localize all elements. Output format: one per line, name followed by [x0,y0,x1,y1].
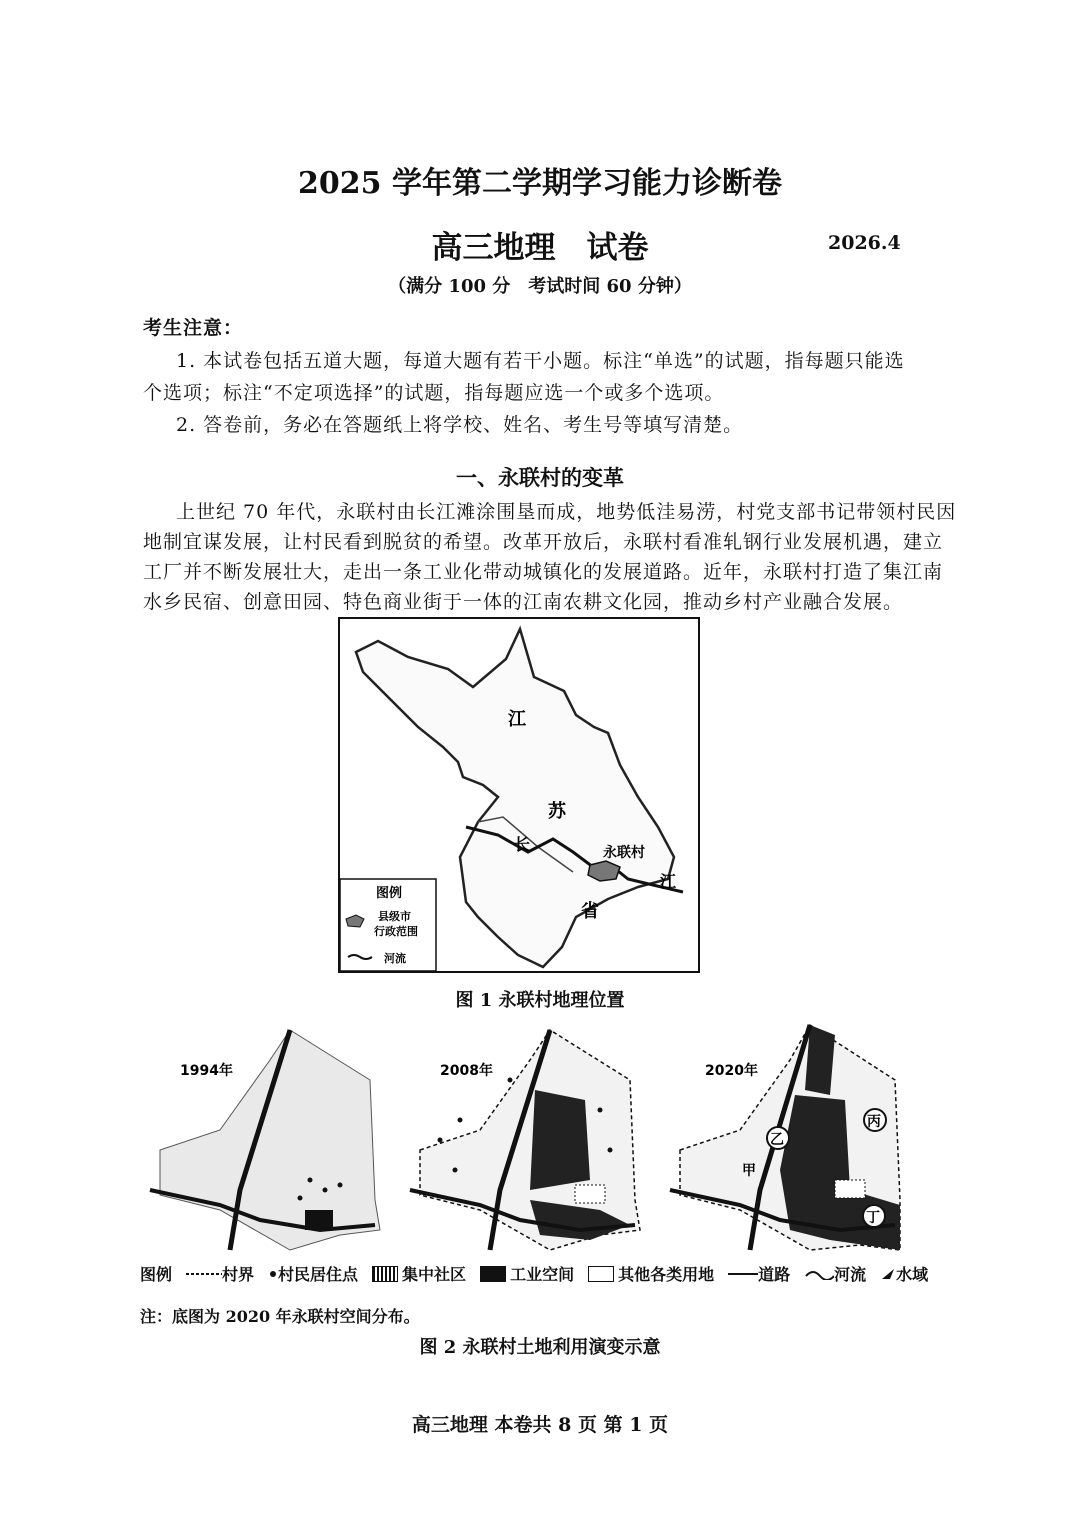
map-label-jiang: 江 [508,709,526,730]
road-swatch [728,1269,758,1279]
water-swatch [880,1267,896,1281]
river-swatch [804,1268,834,1280]
map-year-1994: 1994年 [180,1063,233,1079]
figure-1-caption: 图 1 永联村地理位置 [455,990,625,1011]
figure-2-note: 注：底图为 2020 年永联村空间分布。 [140,1307,420,1326]
legend-community: 集中社区 [402,1265,467,1284]
legend-industrial: 工业空间 [510,1265,575,1284]
map-year-2020: 2020年 [705,1063,758,1079]
marker-ding: 丁 [866,1210,880,1226]
legend-label: 图例 [140,1265,173,1284]
marker-jia: 甲 [742,1163,756,1179]
boundary-swatch [186,1269,222,1279]
map-year-2008: 2008年 [440,1063,493,1079]
figure-2-legend [140,1262,942,1285]
exam-meta: （满分 100 分 考试时间 60 分钟） [388,276,692,297]
note-item-2: 2. 答卷前，务必在答题纸上将学校、姓名、考生号等填写清楚。 [176,414,744,436]
community-swatch [372,1266,398,1282]
section-title: 一、永联村的变革 [456,465,624,490]
map-panel-2008 [410,1030,640,1250]
note-item-1-cont: 个选项；标注“不定项选择”的试题，指每题应选一个或多个选项。 [143,382,725,404]
map-label-jiang-2: 江 [660,872,677,891]
marker-bing: 丙 [867,1114,881,1130]
map-panel-2020 [670,1025,900,1250]
map-legend-title: 图例 [376,886,403,901]
figure-1-map [338,617,700,973]
exam-title: 2025 学年第二学期学习能力诊断卷 [298,166,782,201]
figure-2-maps [140,1020,920,1260]
map-legend-item-2: 河流 [384,952,406,965]
map-label-sheng: 省 [581,901,599,922]
legend-river: 河流 [834,1265,867,1284]
section-para-line-1: 上世纪 70 年代，永联村由长江滩涂围垦而成，地势低洼易涝，村党支部书记带领村民因 [176,501,957,523]
legend-other: 其他各类用地 [618,1265,715,1284]
marker-yi: 乙 [770,1132,784,1148]
legend-road: 道路 [758,1265,791,1284]
legend-boundary: 村界 [222,1265,255,1284]
section-para-line-2: 地制宜谋发展，让村民看到脱贫的希望。改革开放后，永联村看准轧钢行业发展机遇，建立 [143,531,944,553]
industrial-swatch [480,1266,506,1282]
page-footer: 高三地理 本卷共 8 页 第 1 页 [411,1414,669,1436]
map-label-su: 苏 [548,801,566,822]
other-land-swatch [588,1266,614,1282]
map-legend-item-1b: 行政范围 [374,925,418,938]
exam-date: 2026.4 [828,232,901,254]
settlement-swatch [268,1269,278,1279]
notes-heading: 考生注意： [143,317,244,339]
note-item-1: 1. 本试卷包括五道大题，每道大题有若干小题。标注“单选”的试题，指每题只能选 [176,350,905,372]
map-panel-1994 [150,1030,380,1250]
figure-2-caption: 图 2 永联村土地利用演变示意 [419,1337,661,1358]
section-para-line-3: 工厂并不断发展壮大，走出一条工业化带动城镇化的发展道路。近年，永联村打造了集江南 [143,561,944,583]
map-label-village: 永联村 [603,845,645,861]
map-legend-item-1a: 县级市 [378,910,411,923]
exam-subtitle: 高三地理 试卷 [431,230,649,266]
map-label-chang: 长 [514,835,531,854]
legend-settlement: 村民居住点 [278,1265,359,1284]
legend-water: 水域 [896,1265,929,1284]
section-para-line-4: 水乡民宿、创意田园、特色商业街于一体的江南农耕文化园，推动乡村产业融合发展。 [143,591,904,613]
